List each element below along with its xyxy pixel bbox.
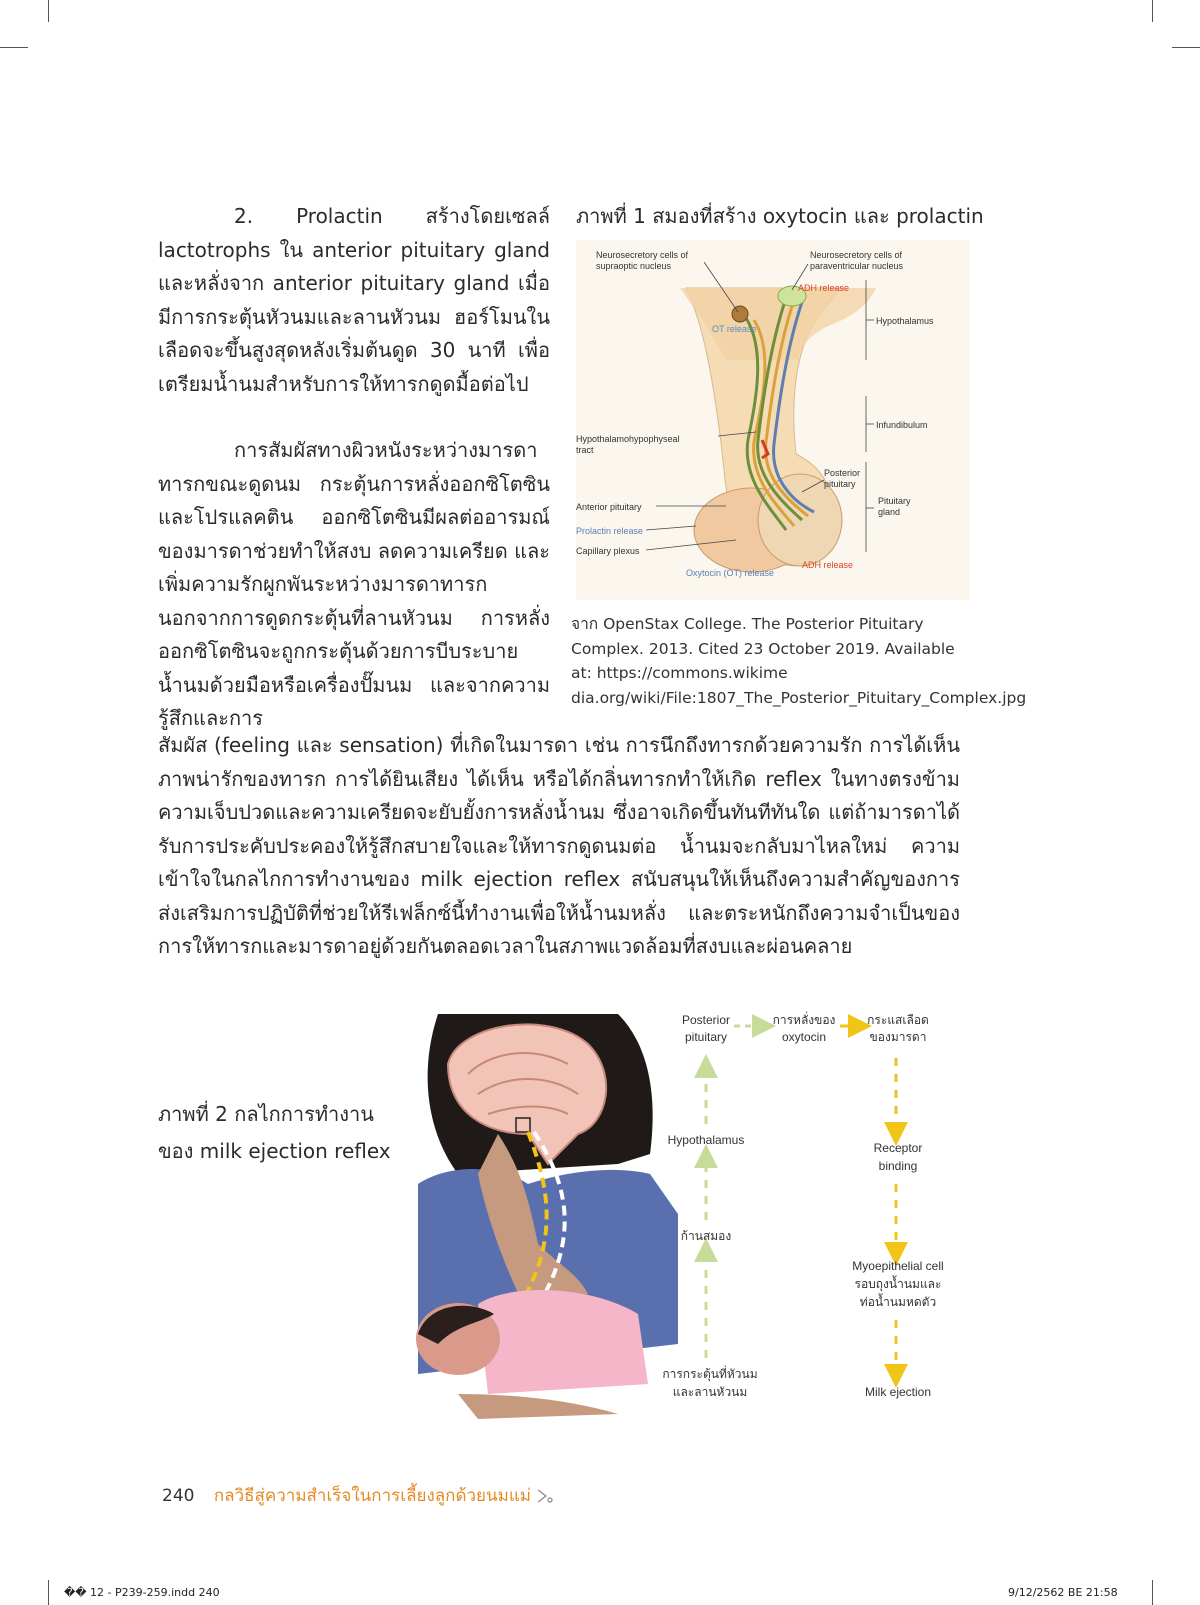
supraoptic-nucleus-dot [732, 306, 748, 322]
crop-mark [1172, 47, 1200, 48]
page-number: 240 [162, 1486, 195, 1506]
print-slug-right: 9/12/2562 BE 21:58 [1008, 1586, 1118, 1599]
print-slug-left: �� 12 - P239-259.indd 240 [64, 1586, 220, 1599]
infundibulum-label: Infundibulum [876, 420, 928, 430]
hypothalamus-label: Hypothalamus [876, 316, 934, 326]
flow-posterior-pituitary: Posterior pituitary [681, 1013, 731, 1044]
capillary-plexus-label: Capillary plexus [576, 546, 640, 556]
footer-ornament-icon [536, 1487, 554, 1505]
paragraph-skin-contact: การสัมผัสทางผิวหนังระหว่างมารดาทารกขณะดูดนม กระตุ้นการหลั่งออกซิโตซินและโปรแลคติน ออกซิโตซินมีผลต่ออารมณ์ของมารดาช่วยทำให้สงบ ลดความเครียด และเพิ่มความรักผูกพันระหว่างมารดาทารก นอกจากการดูดกระตุ้นที่ลานหัวนม การหลั่งออกซิโตซินจะถูกกระตุ้นด้วยการบีบระบายน้ำนมด้วยมือหรือเครื่องปั๊มนม และจากความรู้สึกและการ [158, 438, 550, 730]
flow-myoepithelial: Myoepithelial cell รอบถุงน้ำนมและท่อน้ำนมหดตัว [852, 1259, 944, 1309]
breastfeeding-photo [418, 1014, 678, 1419]
flow-stimulus: การกระตุ้นที่หัวนมและลานหัวนม [662, 1367, 758, 1399]
crop-mark [1152, 0, 1153, 22]
crop-mark [48, 1580, 49, 1605]
paragraph-prolactin: 2. Prolactin สร้างโดยเซลล์ lactotrophs ใน anterior pituitary gland และหลั่งจาก anterior pituitary gland เมื่อมีการกระตุ้นหัวนมและลานหัวนม ฮอร์โมนในเลือดจะขึ้นสูงสุดหลังเริ่มต้นดูด 30 นาที เพื่อเตรียมน้ำนมสำหรับการให้ทารกดูดมื้อต่อไป [158, 204, 550, 396]
flow-receptor-binding: Receptor binding [873, 1141, 923, 1173]
posterior-pituitary-label: Posterior pituitary [824, 468, 861, 489]
adh-release-bottom-label: ADH release [802, 560, 854, 570]
oxytocin-release-label: Oxytocin (OT) release [686, 568, 775, 578]
figure1-source: จาก OpenStax College. The Posterior Pituitary Complex. 2013. Cited 23 October 2019. Available at: https://commons.wikime dia.org/wiki/File:1807_The_Posterior_Pituitary_Complex.jpg [571, 615, 1027, 707]
pituitary-diagram [576, 240, 970, 600]
flow-hypothalamus: Hypothalamus [667, 1133, 745, 1147]
adh-release-top-label: ADH release [798, 283, 850, 293]
crop-mark [48, 0, 49, 22]
paraventricular-label: Neurosecretory cells of paraventricular nucleus [810, 250, 904, 271]
paragraph-reflex: สัมผัส (feeling และ sensation) ที่เกิดในมารดา เช่น การนึกถึงทารกด้วยความรัก การได้เห็นภาพน่ารักของทารก การได้ยินเสียง ได้เห็น หรือได้กลิ่นทารกทำให้เกิด reflex ในทางตรงข้าม ความเจ็บปวดและความเครียดจะยับยั้งการหลั่งน้ำนม ซึ่งอาจเกิดขึ้นทันทีทันใด แต่ถ้ามารดาได้รับการประคับประคองให้รู้สึกสบายใจและให้ทารกดูดนมต่อ น้ำนมจะกลับมาไหลใหม่ ความเข้าใจในกลไกการทำงานของ milk ejection reflex สนับสนุนให้เห็นถึงความสำคัญของการส่งเสริมการปฏิบัติที่ช่วยให้รีเฟล็กซ์นี้ทำงานเพื่อให้น้ำนมหลั่ง และตระหนักถึงความจำเป็นของการให้ทารกและมารดาอยู่ด้วยกันตลอดเวลาในสภาพแวดล้อมที่สงบและผ่อนคลาย [158, 733, 960, 958]
reflex-flowchart [662, 1013, 980, 1434]
crop-mark [0, 47, 28, 48]
book-title: กลวิธีสู่ความสำเร็จในการเลี้ยงลูกด้วยนมแม่ [213, 1486, 531, 1506]
supraoptic-label: Neurosecretory cells of supraoptic nucleus [596, 250, 689, 271]
anterior-pituitary-label: Anterior pituitary [576, 502, 642, 512]
prolactin-release-label: Prolactin release [576, 526, 644, 536]
flow-milk-ejection: Milk ejection [864, 1385, 932, 1399]
flow-brainstem: ก้านสมอง [680, 1229, 732, 1243]
crop-mark [1152, 1580, 1153, 1605]
tract-label: Hypothalamohypophyseal tract [576, 434, 680, 455]
flow-oxytocin-release: การหลั่งของ oxytocin [772, 1013, 836, 1044]
pituitary-gland-label: Pituitary gland [878, 496, 911, 517]
figure1-caption: ภาพที่ 1 สมองที่สร้าง oxytocin และ prolactin [576, 204, 984, 228]
ot-release-label: OT release [712, 324, 757, 334]
flow-maternal-blood: กระแสเลือดของมารดา [867, 1013, 929, 1044]
page-footer [162, 1482, 554, 1509]
figure2-caption: ภาพที่ 2 กลไกการทำงานของ milk ejection reflex [158, 1102, 391, 1163]
